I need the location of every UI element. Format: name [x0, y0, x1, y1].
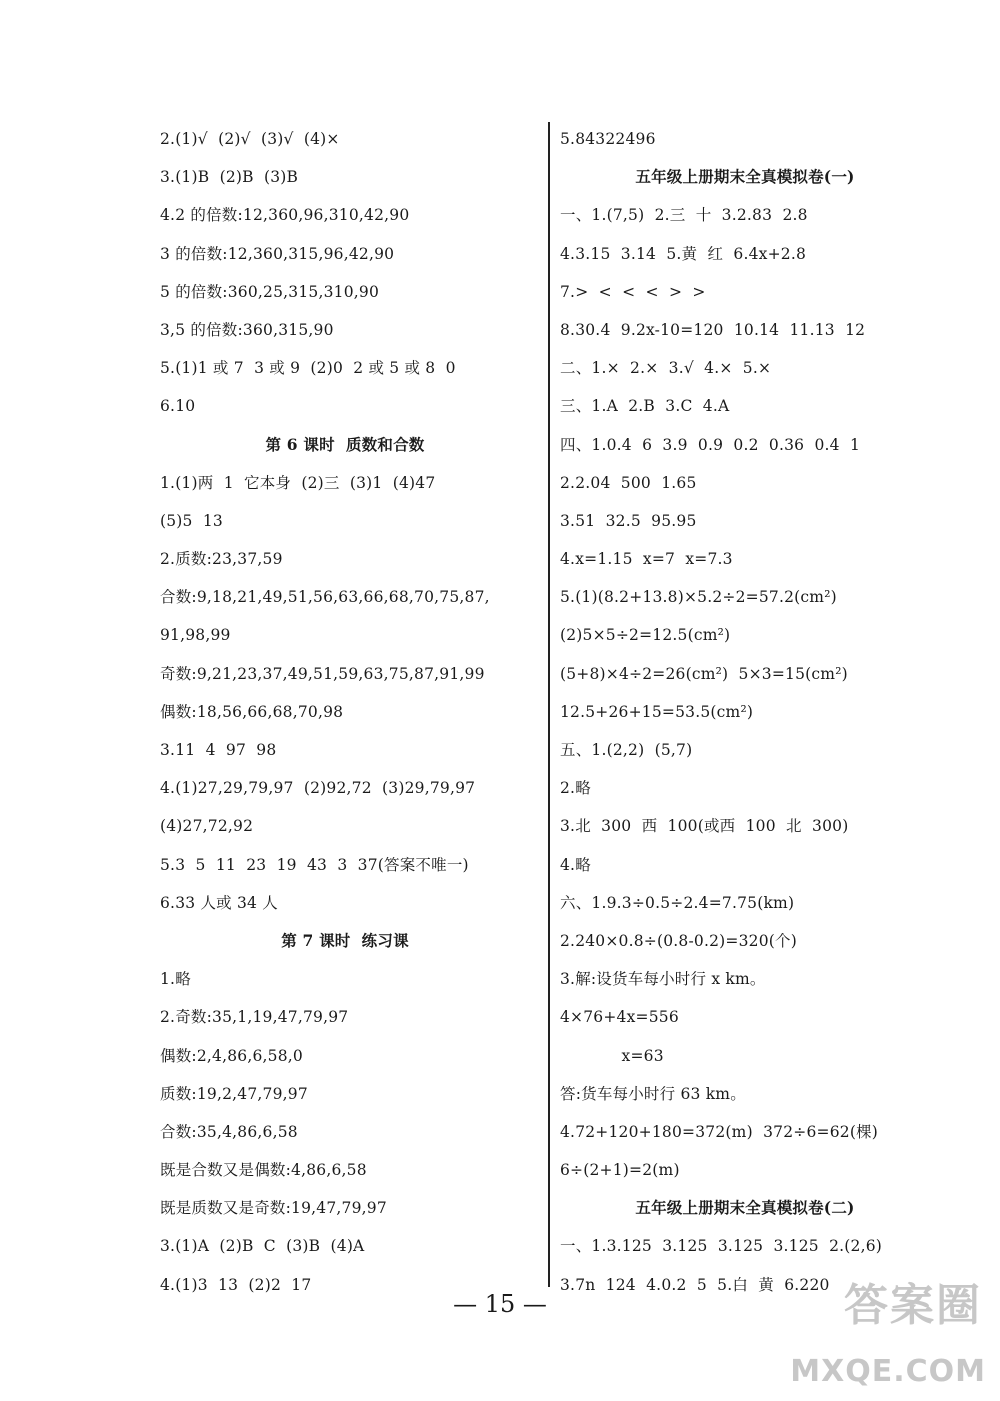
answer-line: 合数:9,18,21,49,51,56,63,66,68,70,75,87, [160, 588, 490, 607]
section-heading: 五年级上册期末全真模拟卷(二) [635, 1198, 855, 1218]
answer-line: 3.北 300 西 100(或西 100 北 300) [560, 817, 849, 836]
answer-line: 三、1.A 2.B 3.C 4.A [560, 397, 730, 416]
answer-line: 6÷(2+1)=2(m) [560, 1161, 680, 1180]
answer-line: 偶数:18,56,66,68,70,98 [160, 702, 344, 721]
answer-line: 8.30.4 9.2x-10=120 10.14 11.13 12 [560, 320, 866, 339]
answer-line: 4.略 [560, 855, 591, 874]
answer-line: 4.3.15 3.14 5.黄 红 6.4x+2.8 [560, 244, 807, 263]
answer-line: (5)5 13 [160, 511, 223, 530]
answer-line: 合数:35,4,86,6,58 [160, 1122, 298, 1141]
answer-line: 5.(1)1 或 7 3 或 9 (2)0 2 或 5 或 8 0 [160, 359, 456, 378]
answer-line: 4.(1)3 13 (2)2 17 [160, 1275, 312, 1294]
answer-line: 4.(1)27,29,79,97 (2)92,72 (3)29,79,97 [160, 779, 476, 798]
answer-line: 2.略 [560, 779, 591, 798]
answer-line: (2)5×5÷2=12.5(cm²) [560, 626, 731, 645]
column-divider [548, 122, 550, 1287]
answer-line: 3.(1)A (2)B C (3)B (4)A [160, 1237, 365, 1256]
answer-line: 五、1.(2,2) (5,7) [560, 741, 693, 759]
watermark-logo [790, 1269, 992, 1389]
answer-line: 奇数:9,21,23,37,49,51,59,63,75,87,91,99 [160, 664, 485, 683]
answer-line: 既是质数又是奇数:19,47,79,97 [160, 1199, 387, 1218]
answer-line: 2.质数:23,37,59 [160, 550, 283, 569]
watermark-title: 答案圈 [844, 1280, 982, 1331]
answer-line: 2.2.04 500 1.65 [560, 473, 697, 492]
page-number: — 15 — [453, 1290, 547, 1318]
answer-line: 5.(1)(8.2+13.8)×5.2÷2=57.2(cm²) [560, 588, 837, 607]
answer-line: 既是合数又是偶数:4,86,6,58 [160, 1161, 367, 1180]
answer-line: 一、1.(7,5) 2.三 十 3.2.83 2.8 [560, 206, 808, 225]
answer-line: 3.(1)B (2)B (3)B [160, 168, 299, 187]
answer-line: 2.240×0.8÷(0.8-0.2)=320(个) [560, 931, 797, 950]
watermark-url: MXQE.COM [790, 1354, 986, 1389]
answer-line: 5.84322496 [560, 130, 656, 148]
answer-line: 四、1.0.4 6 3.9 0.9 0.2 0.36 0.4 1 [560, 435, 861, 454]
answer-line: 6.10 [160, 397, 196, 416]
right-column [560, 120, 940, 1304]
answer-line: 3.51 32.5 95.95 [560, 511, 697, 530]
answer-line: 3.7n 124 4.0.2 5 5.白 黄 6.220 [560, 1275, 830, 1294]
answer-line: 3.解:设货车每小时行 x km。 [560, 970, 766, 989]
answer-line: 1.(1)两 1 它本身 (2)三 (3)1 (4)47 [160, 473, 436, 492]
answer-line: 6.33 人或 34 人 [160, 893, 278, 912]
answer-line: 4.2 的倍数:12,360,96,310,42,90 [160, 206, 410, 225]
answer-line: (4)27,72,92 [160, 817, 254, 836]
answer-line: 二、1.× 2.× 3.√ 4.× 5.× [560, 359, 772, 378]
answer-line: 质数:19,2,47,79,97 [160, 1084, 308, 1103]
section-heading: 第 7 课时 练习课 [281, 930, 409, 950]
answer-line: 91,98,99 [160, 626, 231, 645]
section-heading: 第 6 课时 质数和合数 [265, 434, 425, 454]
answer-line: 5 的倍数:360,25,315,310,90 [160, 282, 380, 301]
answer-line: (5+8)×4÷2=26(cm²) 5×3=15(cm²) [560, 664, 848, 683]
answer-line: 3,5 的倍数:360,315,90 [160, 320, 334, 339]
answer-line: 4×76+4x=556 [560, 1008, 679, 1027]
answer-line: 2.奇数:35,1,19,47,79,97 [160, 1008, 349, 1027]
answer-line: 2.(1)√ (2)√ (3)√ (4)× [160, 130, 340, 148]
answer-line: 一、1.3.125 3.125 3.125 3.125 2.(2,6) [560, 1237, 883, 1256]
answer-line: 5.3 5 11 23 19 43 3 37(答案不唯一) [160, 855, 469, 874]
answer-line: 7.> < < < > > [560, 282, 706, 301]
answer-line: x=63 [560, 1046, 664, 1065]
answer-line: 3 的倍数:12,360,315,96,42,90 [160, 244, 395, 263]
answer-line: 答:货车每小时行 63 km。 [560, 1084, 746, 1103]
answer-line: 1.略 [160, 970, 191, 989]
answer-line: 4.72+120+180=372(m) 372÷6=62(棵) [560, 1122, 879, 1141]
answer-line: 六、1.9.3÷0.5÷2.4=7.75(km) [560, 893, 795, 912]
answer-line: 4.x=1.15 x=7 x=7.3 [560, 550, 733, 569]
left-column [160, 120, 540, 1304]
answer-line: 偶数:2,4,86,6,58,0 [160, 1046, 303, 1065]
answer-line: 12.5+26+15=53.5(cm²) [560, 702, 754, 721]
answer-line: 3.11 4 97 98 [160, 741, 277, 759]
section-heading: 五年级上册期末全真模拟卷(一) [635, 167, 855, 187]
